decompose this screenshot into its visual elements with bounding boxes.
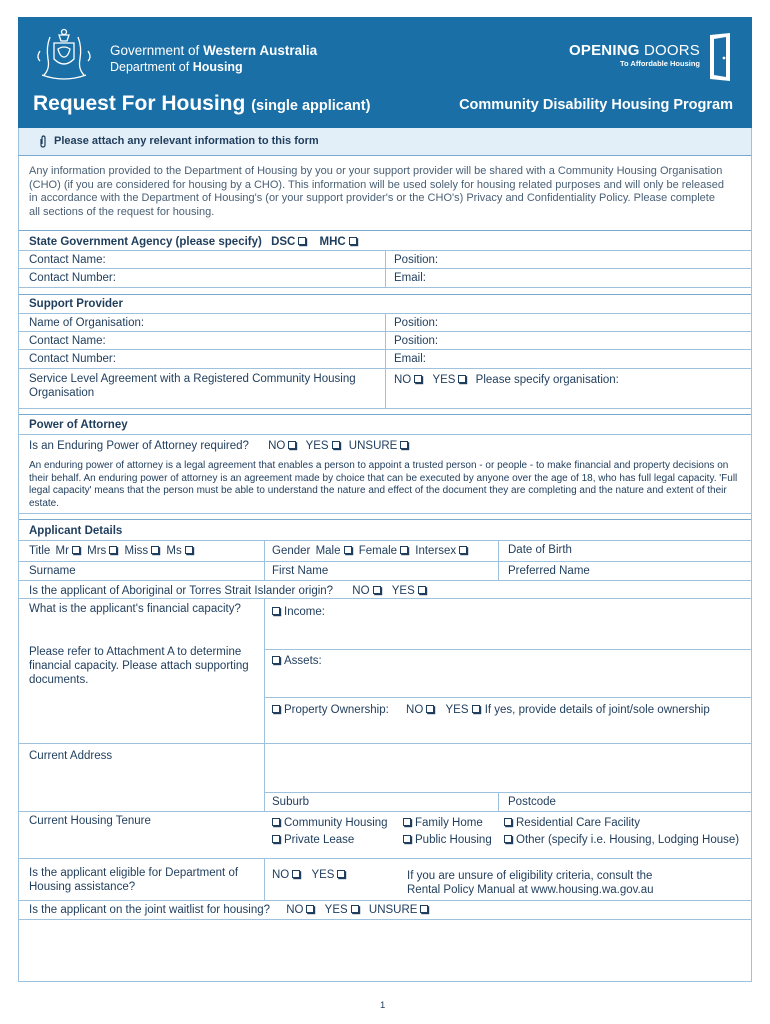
gender-options: Gender Male Female Intersex: [272, 545, 469, 557]
divider: [19, 519, 751, 520]
financial-capacity-note: Please refer to Attachment A to determine financial capacity. Please attach supporting documents.: [29, 646, 249, 686]
dsc-checkbox[interactable]: [298, 237, 306, 245]
sla-no-checkbox[interactable]: [414, 375, 422, 383]
property-no-checkbox[interactable]: [426, 705, 434, 713]
income-field[interactable]: Income:: [272, 606, 325, 618]
postcode-label[interactable]: Postcode: [508, 796, 556, 808]
door-icon: [704, 31, 734, 83]
surname-label[interactable]: Surname: [29, 565, 76, 577]
divider: [264, 649, 751, 650]
divider: [19, 414, 751, 415]
intro-paragraph: Any information provided to the Department of Housing by you or your support provider will be shared with a Community Housing Organisation (CHO) (if you are considered for housing by a CHO). This information will be used solely for housing related purposes and will only be released in accordance with the Department of Housing's (or your support provider's or the CHO's) Privacy and Confidentiality Policy. Please complete all sections of the request for housing.: [29, 165, 724, 218]
eligibility-no-checkbox[interactable]: [292, 870, 300, 878]
department-name: Department of Housing: [110, 60, 243, 74]
poa-note: An enduring power of attorney is a legal agreement that enables a person to appoint a trusted person - or people - to make financial and property decisions on their behalf. An enduring power of attorney is an agreement made by choice that can be executed by anyone over the age of 18, who has full legal capacity. 'Full legal capacity' means that the person must be able to understand the nature and effect of the document they are completing and the nature and extent of their estate.: [29, 460, 738, 509]
divider: [19, 743, 751, 744]
agency-heading: State Government Agency (please specify) DSC MHC: [29, 236, 359, 248]
dob-label[interactable]: Date of Birth: [508, 544, 572, 556]
org-name-label[interactable]: Name of Organisation:: [29, 317, 145, 329]
column-divider: [385, 250, 386, 287]
atsi-question: Is the applicant of Aboriginal or Torres Strait Islander origin? NO YES: [29, 585, 428, 597]
waitlist-question: Is the applicant on the joint waitlist for housing? NO YES UNSURE: [29, 904, 430, 916]
divider: [19, 287, 751, 288]
opening-doors-logo: OPENING DOORS: [569, 42, 700, 59]
eligibility-yes-checkbox[interactable]: [337, 870, 345, 878]
agency-position-label[interactable]: Position:: [394, 254, 439, 266]
sla-options: NO YES Please specify organisation:: [394, 374, 619, 386]
applicant-heading: Applicant Details: [29, 525, 123, 537]
sla-label: Service Level Agreement with a Registered Community Housing Organisation: [29, 373, 356, 399]
tenure-community-option[interactable]: Community Housing: [272, 817, 388, 829]
poa-no-checkbox[interactable]: [288, 441, 296, 449]
page-number: 1: [380, 1000, 386, 1011]
atsi-yes-checkbox[interactable]: [418, 586, 426, 594]
coat-of-arms-icon: [32, 27, 96, 83]
housing-tenure-label: Current Housing Tenure: [29, 815, 151, 827]
eligibility-options: NO YES: [272, 869, 347, 881]
assets-field[interactable]: Assets:: [272, 655, 322, 667]
column-divider: [385, 313, 386, 408]
support-position-label[interactable]: Position:: [394, 317, 439, 329]
miss-checkbox[interactable]: [151, 546, 159, 554]
agency-contact-number-label[interactable]: Contact Number:: [29, 272, 116, 284]
title-options: Title Mr Mrs Miss Ms: [29, 545, 195, 557]
ms-checkbox[interactable]: [185, 546, 193, 554]
agency-contact-name-label[interactable]: Contact Name:: [29, 254, 106, 266]
eligibility-question: Is the applicant eligible for Department of Housing assistance?: [29, 867, 239, 893]
support-contact-number-label[interactable]: Contact Number:: [29, 353, 116, 365]
divider: [19, 580, 751, 581]
mrs-checkbox[interactable]: [109, 546, 117, 554]
column-divider: [264, 598, 265, 811]
poa-question: Is an Enduring Power of Attorney required? NO YES UNSURE: [29, 440, 410, 452]
divider: [19, 858, 751, 859]
attach-note: Please attach any relevant information to this form: [54, 135, 319, 147]
first-name-label[interactable]: First Name: [272, 565, 329, 577]
column-divider: [264, 540, 265, 580]
poa-heading: Power of Attorney: [29, 419, 128, 431]
divider: [19, 230, 751, 231]
poa-yes-checkbox[interactable]: [332, 441, 340, 449]
private-lease-checkbox[interactable]: [272, 835, 280, 843]
divider: [19, 540, 751, 541]
waitlist-yes-checkbox[interactable]: [351, 905, 359, 913]
header-banner: [18, 17, 752, 128]
form-title: Request For Housing (single applicant): [33, 92, 371, 115]
poa-unsure-checkbox[interactable]: [400, 441, 408, 449]
current-address-label[interactable]: Current Address: [29, 750, 113, 762]
column-divider: [498, 540, 499, 580]
property-checkbox[interactable]: [272, 705, 280, 713]
divider: [264, 697, 751, 698]
divider: [264, 792, 751, 793]
government-name: Government of Western Australia: [110, 43, 318, 58]
support-heading: Support Provider: [29, 298, 123, 310]
tenure-other-option[interactable]: Other (specify i.e. Housing, Lodging House): [504, 834, 739, 846]
public-housing-checkbox[interactable]: [403, 835, 411, 843]
agency-email-label[interactable]: Email:: [394, 272, 426, 284]
support-email-label[interactable]: Email:: [394, 353, 426, 365]
tenure-private-option[interactable]: Private Lease: [272, 834, 354, 846]
divider: [19, 811, 751, 812]
divider: [19, 919, 751, 920]
intersex-checkbox[interactable]: [459, 546, 467, 554]
property-yes-checkbox[interactable]: [472, 705, 480, 713]
waitlist-unsure-checkbox[interactable]: [420, 905, 428, 913]
divider: [19, 561, 751, 562]
paperclip-icon: [38, 135, 48, 149]
program-name: Community Disability Housing Program: [459, 97, 733, 113]
support-position-label-2[interactable]: Position:: [394, 335, 439, 347]
divider: [19, 408, 751, 409]
mhc-checkbox[interactable]: [349, 237, 357, 245]
tenure-family-option[interactable]: Family Home: [403, 817, 483, 829]
eligibility-note: If you are unsure of eligibility criteria, consult the Rental Policy Manual at www.housing.wa.gov.au: [407, 870, 654, 896]
tenure-public-option[interactable]: Public Housing: [403, 834, 492, 846]
assets-checkbox[interactable]: [272, 656, 280, 664]
column-divider: [498, 792, 499, 811]
waitlist-no-checkbox[interactable]: [306, 905, 314, 913]
atsi-no-checkbox[interactable]: [373, 586, 381, 594]
divider: [19, 513, 751, 514]
income-checkbox[interactable]: [272, 607, 280, 615]
column-divider: [264, 858, 265, 900]
divider: [19, 598, 751, 599]
suburb-label[interactable]: Suburb: [272, 796, 310, 808]
financial-capacity-question: What is the applicant's financial capacity?: [29, 603, 241, 615]
property-field: Property Ownership: NO YES If yes, provide details of joint/sole ownership: [272, 704, 710, 716]
family-home-checkbox[interactable]: [403, 818, 411, 826]
residential-care-checkbox[interactable]: [504, 818, 512, 826]
divider: [19, 900, 751, 901]
preferred-name-label[interactable]: Preferred Name: [508, 565, 590, 577]
sla-yes-checkbox[interactable]: [458, 375, 466, 383]
mr-checkbox[interactable]: [72, 546, 80, 554]
opening-doors-tagline: To Affordable Housing: [620, 59, 700, 68]
attach-note-bar: [18, 128, 752, 156]
divider: [19, 434, 751, 435]
community-housing-checkbox[interactable]: [272, 818, 280, 826]
male-checkbox[interactable]: [344, 546, 352, 554]
other-tenure-checkbox[interactable]: [504, 835, 512, 843]
divider: [19, 294, 751, 295]
tenure-residential-option[interactable]: Residential Care Facility: [504, 817, 640, 829]
support-contact-name-label[interactable]: Contact Name:: [29, 335, 106, 347]
female-checkbox[interactable]: [400, 546, 408, 554]
